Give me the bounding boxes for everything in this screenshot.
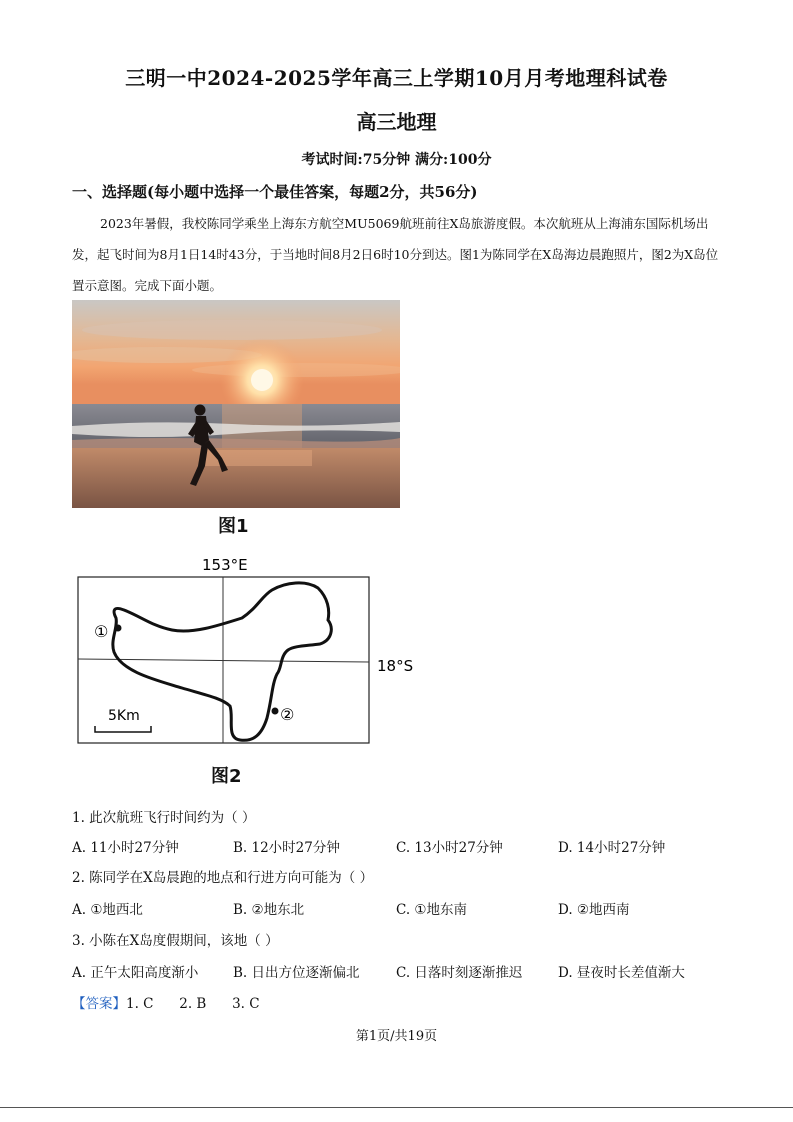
q2-option-c: C. ①地东南 (396, 902, 468, 918)
island-map-diagram (72, 548, 432, 798)
figure2-map (72, 548, 432, 798)
figure1-caption: 图1 (218, 516, 249, 537)
q3-option-d: D. 昼夜时长差值渐大 (558, 965, 685, 981)
question-2-stem: 2. 陈同学在X岛晨跑的地点和行进方向可能为（ ） (72, 870, 374, 886)
q2-option-b: B. ②地东北 (233, 902, 305, 918)
point1-marker (115, 625, 122, 632)
point1-label: ① (94, 622, 109, 641)
answer-line (72, 992, 260, 1012)
scale-bar (95, 726, 151, 732)
exam-title: 三明一中2024-2025学年高三上学期10月月考地理科试卷 (125, 66, 668, 90)
q1-option-b: B. 12小时27分钟 (233, 840, 340, 856)
q3-option-b: B. 日出方位逐渐偏北 (233, 965, 360, 981)
answer-label: 【答案】 (72, 996, 126, 1012)
exam-subtitle: 高三地理 (356, 110, 437, 134)
question-3-stem: 3. 小陈在X岛度假期间，该地（ ） (72, 933, 279, 949)
page-number: 第1页/共19页 (355, 1029, 438, 1044)
q3-option-c: C. 日落时刻逐渐推迟 (396, 965, 523, 981)
q2-option-d: D. ②地西南 (558, 902, 630, 918)
section-heading: 一、选择题(每小题中选择一个最佳答案，每题2分，共56分) (72, 183, 478, 201)
point2-marker (272, 708, 279, 715)
answer-items: 1. C 2. B 3. C (126, 996, 260, 1012)
q1-option-d: D. 14小时27分钟 (558, 840, 666, 856)
figure1-photo (72, 300, 400, 508)
scale-label: 5Km (108, 708, 140, 724)
longitude-label: 153°E (202, 556, 248, 574)
page-bottom-divider (0, 1107, 793, 1108)
q2-option-a: A. ①地西北 (72, 902, 143, 918)
q1-option-a: A. 11小时27分钟 (72, 840, 179, 856)
q3-option-a: A. 正午太阳高度渐小 (72, 965, 199, 981)
exam-info: 考试时间:75分钟 满分:100分 (301, 152, 492, 168)
figure2-caption: 图2 (211, 766, 242, 787)
point2-label: ② (280, 705, 295, 724)
intro-paragraph: 2023年暑假，我校陈同学乘坐上海东方航空MU5069航班前往X岛旅游度假。本次航班从上海浦东国际机场出发，起飞时间为8月1日14时43分，于当地时间8月2日6时10分到达。图1为陈同学在X岛海边晨跑照片，图2为X岛位置示意图。完成下面小题。 (72, 216, 719, 293)
beach-sunrise-image (72, 300, 400, 508)
latitude-label: 18°S (377, 657, 414, 675)
q1-option-c: C. 13小时27分钟 (396, 840, 503, 856)
question-1-stem: 1. 此次航班飞行时间约为（ ） (72, 810, 256, 826)
